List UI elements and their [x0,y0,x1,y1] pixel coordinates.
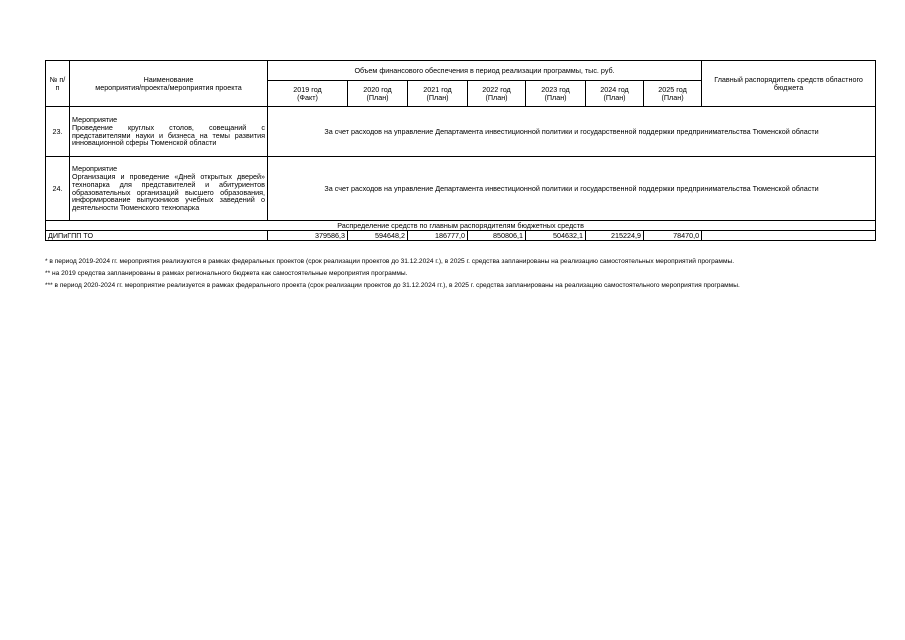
program-activities-table [45,60,876,241]
program-table-container [45,60,875,241]
distribution-title: Распределение средств по главным распорядителям бюджетных средств [46,221,876,231]
header-name-line2: мероприятия/проекта/мероприятия проекта [95,82,242,92]
footnote-3: *** в период 2020-2024 гг. мероприятие реализуется в рамках федерального проекта (срок реализации проектов до 31.12.2024 гг.), в 2025 г. средства запланированы на реализацию самостоятельного мероприятия программы. [45,281,740,289]
header-name [70,61,268,107]
header-year-2025: 2025 год (План) [644,81,702,107]
distribution-value-2023: 504632,1 [526,231,586,241]
row-name [70,157,268,221]
header-manager: Главный распорядитель средств областного бюджета [702,61,876,107]
table-row [46,157,876,221]
distribution-value-2020: 594648,2 [348,231,408,241]
row-name [70,107,268,157]
header-year-2022: 2022 год (План) [468,81,526,107]
distribution-value-2024: 215224,9 [586,231,644,241]
header-year-2020: 2020 год (План) [348,81,408,107]
footnotes [45,258,875,294]
distribution-value-2019: 379586,3 [268,231,348,241]
row-num: 24. [46,157,70,221]
row-type: Мероприятие [72,114,118,124]
row-funding-note: За счет расходов на управление Департамента инвестиционной политики и государственной поддержки предпринимательства Тюменской области [268,157,876,221]
distribution-manager-cell [702,231,876,241]
row-type: Мероприятие [72,163,118,173]
header-year-2021: 2021 год (План) [408,81,468,107]
table-row [46,107,876,157]
distribution-value-2025: 78470,0 [644,231,702,241]
row-name-text: Проведение круглых столов, совещаний с представителями науки и бизнеса на темы развития инновационной сферы Тюменской области [72,122,265,148]
distribution-row [46,231,876,241]
footnote-2: ** на 2019 средства запланированы в рамках регионального бюджета как самостоятельные мероприятия программы. [45,269,408,277]
header-year-2019: 2019 год (Факт) [268,81,348,107]
distribution-manager-name: ДИПиГПП ТО [46,231,268,241]
row-num: 23. [46,107,70,157]
header-year-2024: 2024 год (План) [586,81,644,107]
header-year-2023: 2023 год (План) [526,81,586,107]
row-funding-note: За счет расходов на управление Департамента инвестиционной политики и государственной поддержки предпринимательства Тюменской области [268,107,876,157]
header-funding-group: Объем финансового обеспечения в период реализации программы, тыс. руб. [268,61,702,81]
header-name-line1: Наименование [143,74,194,84]
row-name-text: Организация и проведение «Дней открытых дверей» технопарка для представителей и абитуриентов образовательных организаций высшего образования, информирование выпускников учебных заведений о деятельности Тюменского технопарка [72,171,265,213]
distribution-value-2021: 186777,0 [408,231,468,241]
footnote-1: * в период 2019-2024 гг. мероприятия реализуются в рамках федеральных проектов (срок реализации проектов до 31.12.2024 г.), в 2025 г. средства запланированы на реализацию самостоятельных мероприятий программы. [45,258,735,265]
header-num: № п/п [46,61,70,107]
distribution-value-2022: 850806,1 [468,231,526,241]
